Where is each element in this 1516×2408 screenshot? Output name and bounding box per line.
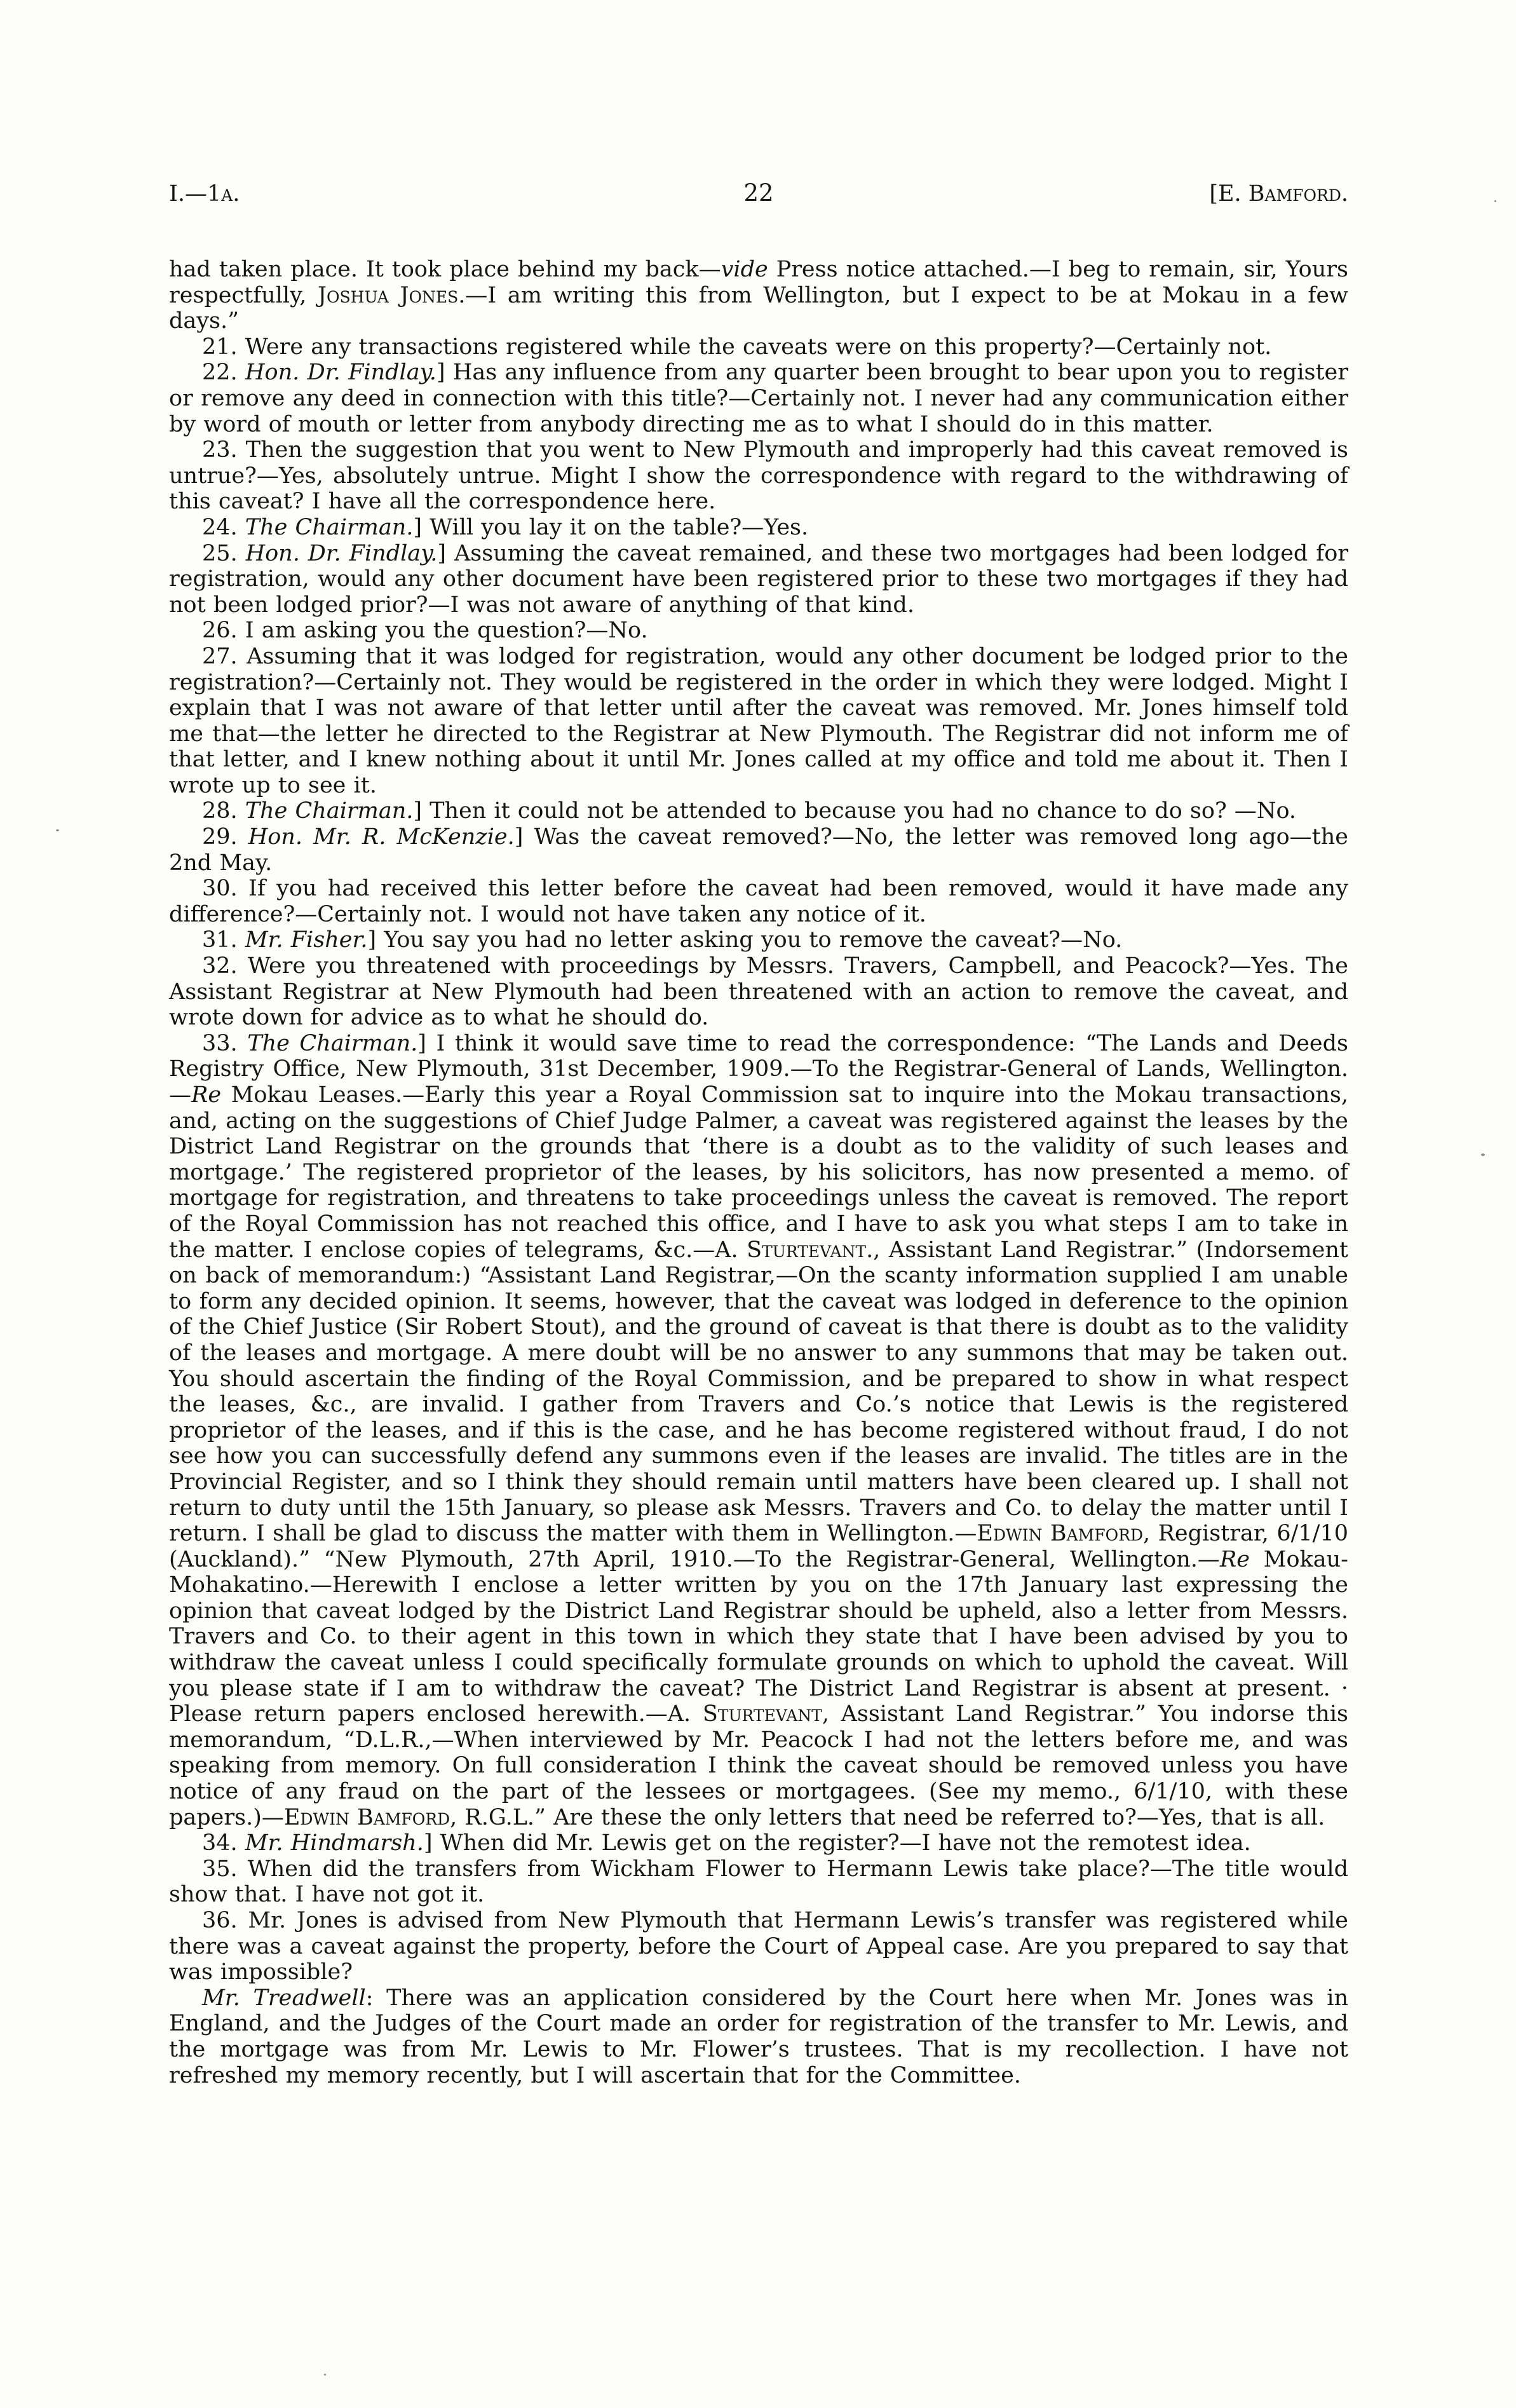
header-volume-label: I.—1a. bbox=[169, 181, 240, 207]
paragraph bbox=[169, 824, 1348, 876]
paragraphs bbox=[169, 257, 1348, 2088]
paragraph bbox=[169, 257, 1348, 334]
paragraph-segment: Mokau-Mohakatino.—Herewith I enclose a letter written by you on the 17th January last expressing the opinion that caveat lodged by the District Land Registrar should be upheld, also a letter from Messrs. Travers and Co. to their agent in this town in which they state that I have been advised by you to withdraw the caveat unless I could specifically formulate grounds on which to uphold the caveat. Will you please state if I am to withdraw the caveat? The District Land Registrar is absent at present. · Please return papers enclosed herewith.—A. bbox=[169, 1546, 1348, 1727]
paragraph-segment: , Registrar, 6/1/10 (Auckland).” “New Plymouth, 27th April, 1910.—To the Registrar-General, Wellington.— bbox=[169, 1521, 1348, 1572]
paragraph-segment: The Chairman. bbox=[247, 1030, 418, 1056]
paragraph bbox=[169, 1985, 1348, 2088]
paragraph-segment: 34. bbox=[202, 1830, 245, 1856]
paragraph-segment: 31. bbox=[202, 927, 245, 953]
paragraph bbox=[169, 437, 1348, 515]
paragraph-segment: 30. If you had received this letter before the caveat had been removed, would it have made any difference?—Certainly not. I would not have taken any notice of it. bbox=[169, 876, 1348, 927]
paragraph-segment: Press notice attached.—I beg to remain, sir, Yours respectfully, bbox=[169, 257, 1348, 308]
paragraph bbox=[169, 927, 1348, 953]
paragraph-segment: had taken place. It took place behind my back— bbox=[169, 257, 721, 282]
scan-speck bbox=[1494, 200, 1496, 202]
paragraph-segment: ] Has any influence from any quarter been brought to bear upon you to register or remove any deed in connection with this title?—Certainly not. I never had any communication either by word of mouth or letter from anybody directing me as to what I should do in this matter. bbox=[169, 360, 1348, 437]
paragraph-segment: 36. Mr. Jones is advised from New Plymouth that Hermann Lewis’s transfer was registered while there was a caveat against the property, before the Court of Appeal case. Are you prepared to say that was impossible? bbox=[169, 1908, 1348, 1985]
paragraph-segment: 24. bbox=[202, 514, 245, 540]
page-header bbox=[169, 179, 1348, 207]
paragraph-segment: The Chairman. bbox=[245, 798, 414, 824]
paragraph bbox=[169, 953, 1348, 1031]
paragraph-segment: Re bbox=[1219, 1546, 1250, 1572]
paragraph-segment: ] Assuming the caveat remained, and these two mortgages had been lodged for registration, would any other document have been registered prior to these two mortgages if they had not been lodged prior?—I was not aware of anything of that kind. bbox=[169, 540, 1348, 618]
paragraph-segment: Mr. Fisher. bbox=[245, 927, 368, 953]
paragraph-segment: ] I think it would save time to read the correspondence: “The Lands and Deeds Registry Office, New Plymouth, 31st December, 1909.—To the Registrar-General of Lands, Wellington.— bbox=[169, 1030, 1348, 1108]
paragraph-segment: 32. Were you threatened with proceedings by Messrs. Travers, Campbell, and Peacock?—Yes. The Assistant Registrar at New Plymouth had been threatened with an action to remove the caveat, and wrote down for advice as to what he should do. bbox=[169, 953, 1348, 1031]
paragraph-segment: , R.G.L.” Are these the only letters that need be referred to?—Yes, that is all. bbox=[450, 1804, 1325, 1830]
paragraph-segment: ] Then it could not be attended to because you had no chance to do so? —No. bbox=[413, 798, 1297, 824]
paragraph bbox=[169, 334, 1348, 360]
paragraph-segment: ] You say you had no letter asking you to remove the caveat?—No. bbox=[367, 927, 1123, 953]
paragraph-segment: 21. Were any transactions registered while the caveats were on this property?—Certainly not. bbox=[202, 334, 1272, 360]
paragraph-segment: : There was an application considered by the Court here when Mr. Jones was in England, and the Judges of the Court made an order for registration of the transfer to Mr. Lewis, and the mortgage was from Mr. Lewis to Mr. Flower’s trustees. That is my recollection. I have not refreshed my memory recently, but I will ascertain that for the Committee. bbox=[169, 1985, 1349, 2088]
paragraph-segment: Joshua Jones bbox=[317, 282, 459, 308]
paragraph bbox=[169, 541, 1348, 618]
paragraph bbox=[169, 798, 1348, 824]
paragraph bbox=[169, 1031, 1348, 1830]
paragraph-segment: vide bbox=[721, 257, 768, 282]
paragraph bbox=[169, 1908, 1348, 1985]
paragraph-segment: 33. bbox=[202, 1030, 248, 1056]
paragraph-segment: .—I am writing this from Wellington, but I expect to be at Mokau in a few days.” bbox=[169, 282, 1348, 334]
paragraph-segment: ] Was the caveat removed?—No, the letter was removed long ago—the 2nd May. bbox=[169, 824, 1348, 876]
paragraph-segment: 26. I am asking you the question?—No. bbox=[202, 618, 648, 644]
paragraph-segment: Hon. Dr. Findlay. bbox=[245, 540, 438, 566]
paragraph-segment: ., Assistant Land Registrar.” (Indorsement on back of memorandum:) “Assistant Land Registrar,—On the scanty information supplied I am unable to form any decided opinion. It seems, however, that the caveat was lodged in deference to the opinion of the Chief Justice (Sir Robert Stout), and the ground of caveat is that there is doubt as to the validity of the leases and mortgage. A mere doubt will be no answer to any summons that may be taken out. You should ascertain the finding of the Royal Commission, and be prepared to show in what respect the leases, &c., are invalid. I gather from Travers and Co.’s notice that Lewis is the registered proprietor of the leases, and if this is the case, and he has become registered without fraud, I do not see how you can successfully defend any summons even if the leases are invalid. The titles are in the Provincial Register, and so I think they should remain until matters have been cleared up. I shall not return to duty until the 15th January, so please ask Messrs. Travers and Co. to delay the matter until I return. I shall be glad to discuss the matter with them in Wellington.— bbox=[169, 1237, 1348, 1547]
paragraph bbox=[169, 644, 1348, 799]
paragraph-segment: Edwin Bamford bbox=[283, 1804, 450, 1830]
paragraph bbox=[169, 360, 1348, 437]
paragraph-segment: The Chairman. bbox=[245, 514, 414, 540]
page-number: 22 bbox=[743, 179, 774, 207]
paragraph-segment: ] When did Mr. Lewis get on the register?—I have not the remotest idea. bbox=[423, 1830, 1251, 1856]
paragraph-segment: 29. bbox=[202, 824, 248, 850]
paragraph-segment: 22. bbox=[202, 360, 246, 386]
paragraph-segment: Mr. Treadwell bbox=[202, 1985, 366, 2011]
paragraph-segment: 35. When did the transfers from Wickham Flower to Hermann Lewis take place?—The title would show that. I have not got it. bbox=[169, 1856, 1348, 1908]
paragraph-segment: 28. bbox=[202, 798, 245, 824]
scan-speck bbox=[324, 2374, 326, 2376]
paragraph bbox=[169, 1830, 1348, 1856]
paragraph-segment: , Assistant Land Registrar.” You indorse this memorandum, “D.L.R.,—When interviewed by Mr. Peacock I had not the letters before me, and was speaking from memory. On full consideration I think the caveat should be removed unless you have notice of any fraud on the part of the lessees or mortgagees. (See my memo., 6/1/10, with these papers.)— bbox=[169, 1701, 1348, 1830]
paragraph bbox=[169, 1856, 1348, 1908]
paragraph-segment: Edwin Bamford bbox=[977, 1521, 1143, 1547]
paragraph-segment: ] Will you lay it on the table?—Yes. bbox=[413, 514, 809, 540]
paragraph-segment: Sturtevant bbox=[702, 1701, 822, 1727]
scan-speck bbox=[1481, 1153, 1485, 1156]
paragraph bbox=[169, 876, 1348, 927]
paragraph bbox=[169, 618, 1348, 644]
paragraph-segment: 25. bbox=[202, 540, 246, 566]
paragraph-segment: Mokau Leases.—Early this year a Royal Commission sat to inquire into the Mokau transactions, and, acting on the suggestions of Chief Judge Palmer, a caveat was registered against the leases by the District Land Registrar on the grounds that ‘there is a doubt as to the validity of such leases and mortgage.’ The registered proprietor of the leases, by his solicitors, has now presented a memo. of mortgage for registration, and threatens to take proceedings unless the caveat is removed. The report of the Royal Commission has not reached this office, and I have to ask you what steps I am to take in the matter. I enclose copies of telegrams, &c.—A. bbox=[169, 1082, 1348, 1263]
paragraph-segment: 27. Assuming that it was lodged for registration, would any other document be lodged prior to the registration?—Certainly not. They would be registered in the order in which they were lodged. Might I explain that I was not aware of that letter until after the caveat was removed. Mr. Jones himself told me that—the letter he directed to the Registrar at New Plymouth. The Registrar did not inform me of that letter, and I knew nothing about it until Mr. Jones called at my office and told me about it. Then I wrote up to see it. bbox=[169, 643, 1348, 798]
paragraph-segment: Hon. Mr. R. McKenzie. bbox=[248, 824, 515, 850]
paragraph-segment: Re bbox=[191, 1082, 222, 1108]
paragraph bbox=[169, 515, 1348, 541]
header-witness-label: [E. Bamford. bbox=[1209, 181, 1349, 207]
paragraph-segment: Sturtevant bbox=[747, 1237, 867, 1263]
paragraph-segment: Mr. Hindmarsh. bbox=[245, 1830, 424, 1856]
scan-speck bbox=[56, 829, 59, 831]
paragraph-segment: 23. Then the suggestion that you went to New Plymouth and improperly had this caveat removed is untrue?—Yes, absolutely untrue. Might I show the correspondence with regard to the withdrawing of this caveat? I have all the correspondence here. bbox=[169, 437, 1348, 515]
paragraph-segment: Hon. Dr. Findlay. bbox=[245, 360, 437, 386]
